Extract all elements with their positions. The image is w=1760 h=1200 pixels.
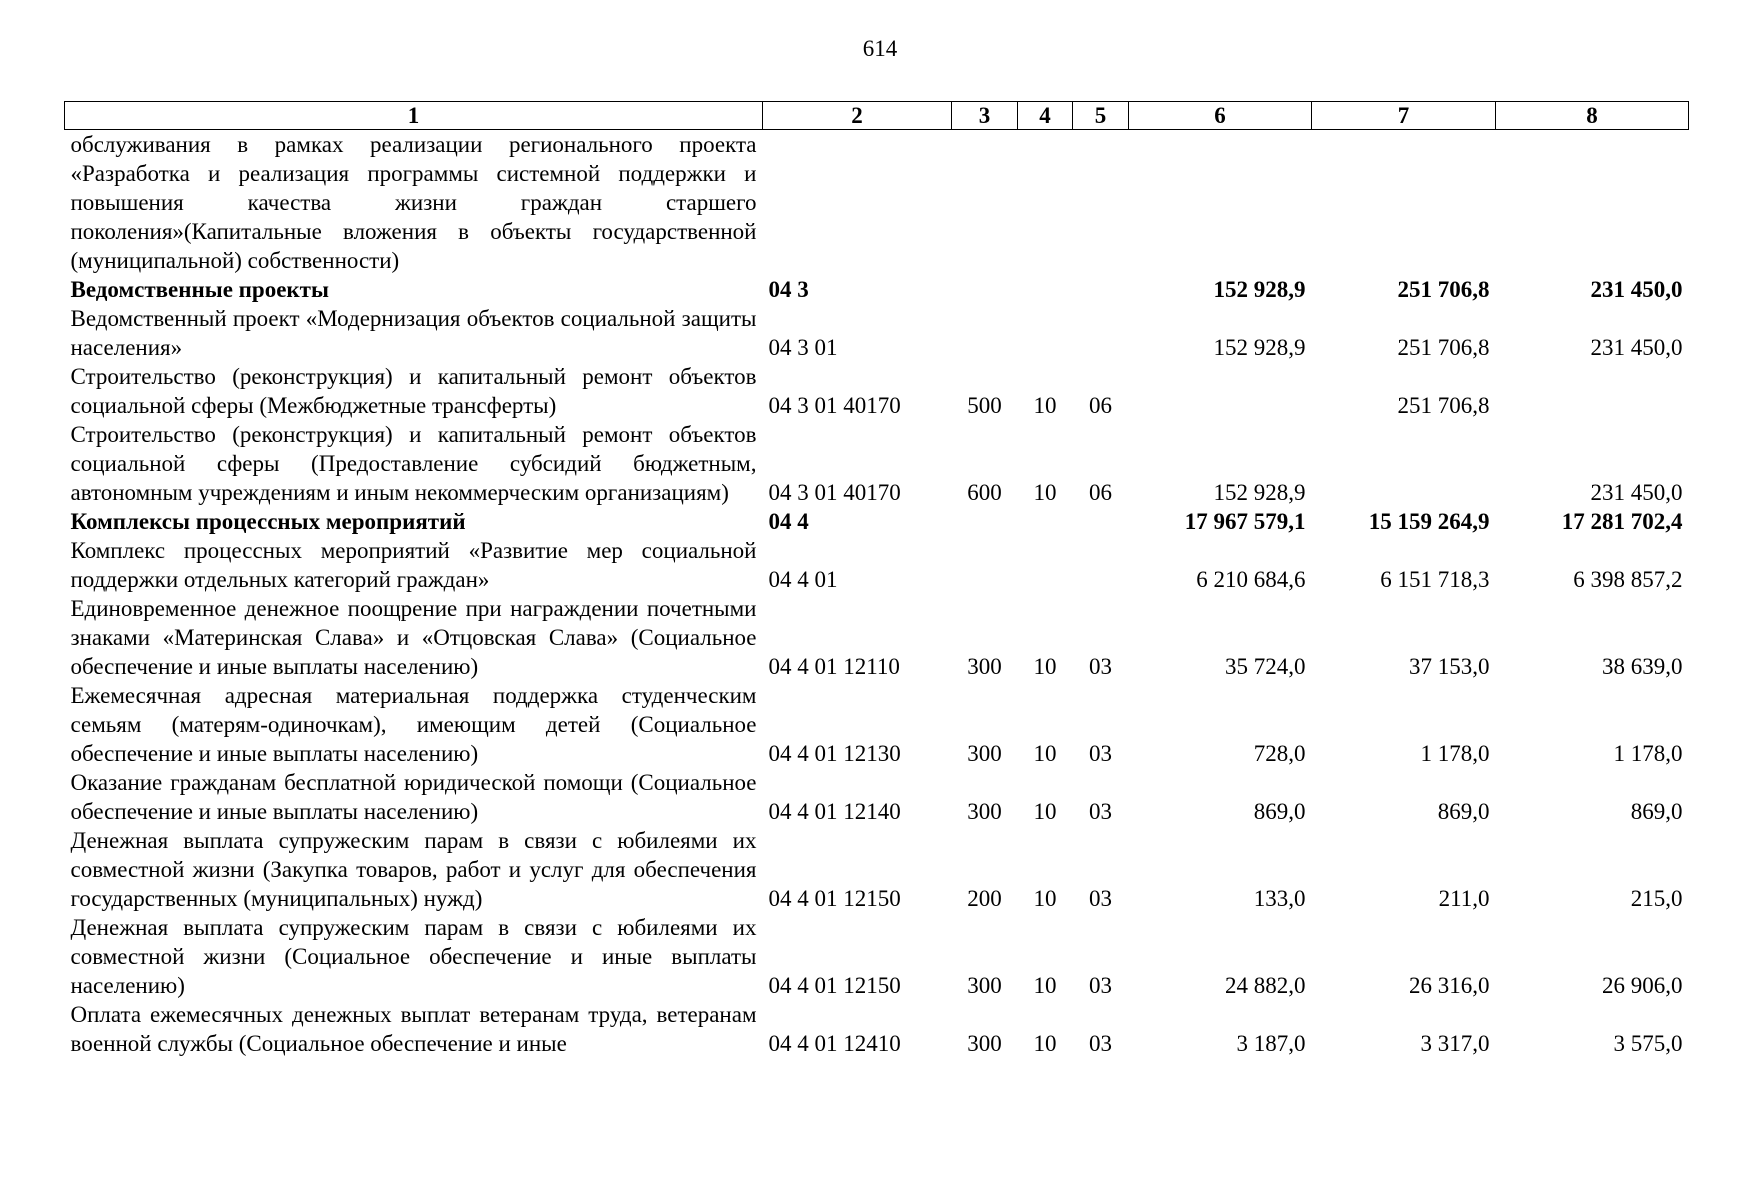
amount-col-7 [1312, 420, 1496, 507]
amount-col-8: 3 575,0 [1613, 1031, 1683, 1056]
amount-col-8: 6 398 857,2 [1573, 567, 1683, 592]
amount-col-8: 26 906,0 [1602, 973, 1683, 998]
table-row [65, 275, 1689, 304]
subsection-code: 03 [1089, 886, 1112, 911]
target-article-code: 04 4 01 12150 [768, 973, 901, 998]
row-description: Комплекс процессных мероприятий «Развитие мер социальной поддержки отдельных категорий граждан» [70, 538, 757, 592]
row-description: Ведомственные проекты [70, 277, 329, 302]
amount-col-8 [1496, 130, 1689, 276]
subsection-code: 03 [1089, 799, 1112, 824]
amount-col-7: 251 706,8 [1397, 393, 1490, 418]
expense-type-code [952, 536, 1018, 594]
amount-col-6: 152 928,9 [1213, 335, 1306, 360]
amount-col-6: 3 187,0 [1236, 1031, 1306, 1056]
section-code: 10 [1033, 973, 1057, 998]
target-article-code: 04 3 01 [768, 335, 838, 360]
amount-col-7 [1312, 130, 1496, 276]
section-code [1018, 130, 1073, 276]
row-description: Оказание гражданам бесплатной юридической помощи (Социальное обеспечение и иные выплаты населению) [70, 770, 757, 824]
row-description: обслуживания в рамках реализации регионального проекта «Разработка и реализация программы системной поддержки и повышения качества жизни граждан старшего поколения»(Капитальные вложения в объекты государственной (муниципальной) собственности) [70, 132, 757, 273]
amount-col-6: 869,0 [1253, 799, 1306, 824]
amount-col-6: 35 724,0 [1225, 654, 1306, 679]
expense-type-code: 300 [967, 654, 1002, 679]
subsection-code: 03 [1089, 973, 1112, 998]
row-description: Ведомственный проект «Модернизация объектов социальной защиты населения» [70, 306, 757, 360]
section-code [1018, 304, 1073, 362]
target-article-code: 04 4 01 12150 [768, 886, 901, 911]
target-article-code [763, 130, 952, 276]
expense-type-code [952, 275, 1018, 304]
amount-col-7: 1 178,0 [1420, 741, 1490, 766]
column-header: 8 [1496, 102, 1689, 130]
section-code [1018, 275, 1073, 304]
row-description: Комплексы процессных мероприятий [70, 509, 466, 534]
expense-type-code: 500 [967, 393, 1002, 418]
section-code: 10 [1033, 741, 1057, 766]
table-row [65, 594, 1689, 681]
amount-col-6: 152 928,9 [1213, 480, 1306, 505]
page-number: 614 [862, 36, 898, 61]
amount-col-8: 17 281 702,4 [1561, 509, 1683, 534]
expense-type-code: 600 [967, 480, 1002, 505]
table-row [65, 362, 1689, 420]
amount-col-7: 6 151 718,3 [1380, 567, 1490, 592]
amount-col-7: 26 316,0 [1409, 973, 1490, 998]
amount-col-8: 1 178,0 [1613, 741, 1683, 766]
column-header: 7 [1312, 102, 1496, 130]
column-header: 2 [763, 102, 952, 130]
row-description: Строительство (реконструкция) и капитальный ремонт объектов социальной сферы (Межбюджетные трансферты) [70, 364, 757, 418]
table-row [65, 826, 1689, 913]
row-description: Денежная выплата супружеским парам в связи с юбилеями их совместной жизни (Социальное обеспечение и иные выплаты населению) [70, 915, 757, 998]
amount-col-7: 211,0 [1438, 886, 1490, 911]
target-article-code: 04 4 01 [768, 567, 838, 592]
target-article-code: 04 4 01 12130 [768, 741, 901, 766]
amount-col-7: 251 706,8 [1397, 335, 1490, 360]
expense-type-code: 300 [967, 973, 1002, 998]
amount-col-7: 15 159 264,9 [1368, 509, 1490, 534]
expense-type-code: 200 [967, 886, 1002, 911]
row-description: Единовременное денежное поощрение при награждении почетными знаками «Материнская Слава» и «Отцовская Слава» (Социальное обеспечение и иные выплаты населению) [70, 596, 757, 679]
expense-type-code: 300 [967, 1031, 1002, 1056]
row-description: Оплата ежемесячных денежных выплат ветеранам труда, ветеранам военной службы (Социальное обеспечение и иные [70, 1002, 757, 1056]
target-article-code: 04 4 01 12410 [768, 1031, 901, 1056]
target-article-code: 04 4 01 12110 [768, 654, 900, 679]
amount-col-8: 231 450,0 [1590, 277, 1683, 302]
table-row [65, 1000, 1689, 1058]
amount-col-8: 38 639,0 [1602, 654, 1683, 679]
amount-col-7: 37 153,0 [1409, 654, 1490, 679]
section-code: 10 [1033, 480, 1057, 505]
column-number-header [65, 102, 1689, 130]
amount-col-8: 869,0 [1630, 799, 1683, 824]
column-header: 1 [65, 102, 763, 130]
subsection-code: 03 [1089, 741, 1112, 766]
amount-col-7: 251 706,8 [1397, 277, 1490, 302]
subsection-code [1073, 275, 1129, 304]
section-code: 10 [1033, 799, 1057, 824]
expense-type-code [952, 304, 1018, 362]
subsection-code: 03 [1089, 654, 1112, 679]
target-article-code: 04 4 [768, 509, 809, 534]
amount-col-8: 215,0 [1630, 886, 1683, 911]
target-article-code: 04 3 01 40170 [768, 480, 901, 505]
section-code [1018, 536, 1073, 594]
amount-col-6: 17 967 579,1 [1184, 509, 1306, 534]
table-row [65, 768, 1689, 826]
row-description: Строительство (реконструкция) и капитальный ремонт объектов социальной сферы (Предоставление субсидий бюджетным, автономным учреждениям и иным некоммерческим организациям) [70, 422, 757, 505]
subsection-code [1073, 130, 1129, 276]
expense-type-code [952, 507, 1018, 536]
column-header: 4 [1018, 102, 1073, 130]
table-row [65, 420, 1689, 507]
section-code: 10 [1033, 654, 1057, 679]
column-header: 5 [1073, 102, 1129, 130]
section-code: 10 [1033, 1031, 1057, 1056]
amount-col-8: 231 450,0 [1590, 335, 1683, 360]
row-description: Ежемесячная адресная материальная поддержка студенческим семьям (матерям-одиночкам), имеющим детей (Социальное обеспечение и иные выплаты населению) [70, 683, 757, 766]
target-article-code: 04 3 [768, 277, 809, 302]
table-body [65, 130, 1689, 1059]
expense-type-code: 300 [967, 799, 1002, 824]
amount-col-7: 869,0 [1437, 799, 1490, 824]
subsection-code: 06 [1089, 480, 1112, 505]
table-row [65, 507, 1689, 536]
amount-col-6 [1129, 130, 1312, 276]
subsection-code [1073, 304, 1129, 362]
subsection-code: 03 [1089, 1031, 1112, 1056]
column-header: 6 [1129, 102, 1312, 130]
expense-type-code [952, 130, 1018, 276]
table-row [65, 681, 1689, 768]
section-code [1018, 507, 1073, 536]
amount-col-6: 152 928,9 [1213, 277, 1306, 302]
amount-col-8: 231 450,0 [1590, 480, 1683, 505]
budget-table [64, 101, 1689, 1058]
section-code: 10 [1033, 393, 1057, 418]
subsection-code: 06 [1089, 393, 1112, 418]
amount-col-6: 6 210 684,6 [1196, 567, 1306, 592]
amount-col-8 [1496, 362, 1689, 420]
amount-col-6 [1129, 362, 1312, 420]
subsection-code [1073, 507, 1129, 536]
amount-col-6: 728,0 [1253, 741, 1306, 766]
target-article-code: 04 4 01 12140 [768, 799, 901, 824]
table-row [65, 130, 1689, 276]
table-row [65, 913, 1689, 1000]
expense-type-code: 300 [967, 741, 1002, 766]
section-code: 10 [1033, 886, 1057, 911]
table-row [65, 536, 1689, 594]
target-article-code: 04 3 01 40170 [768, 393, 901, 418]
subsection-code [1073, 536, 1129, 594]
amount-col-6: 24 882,0 [1225, 973, 1306, 998]
amount-col-7: 3 317,0 [1420, 1031, 1490, 1056]
table-row [65, 304, 1689, 362]
column-header: 3 [952, 102, 1018, 130]
row-description: Денежная выплата супружеским парам в связи с юбилеями их совместной жизни (Закупка товаров, работ и услуг для обеспечения государственных (муниципальных) нужд) [70, 828, 757, 911]
amount-col-6: 133,0 [1253, 886, 1306, 911]
